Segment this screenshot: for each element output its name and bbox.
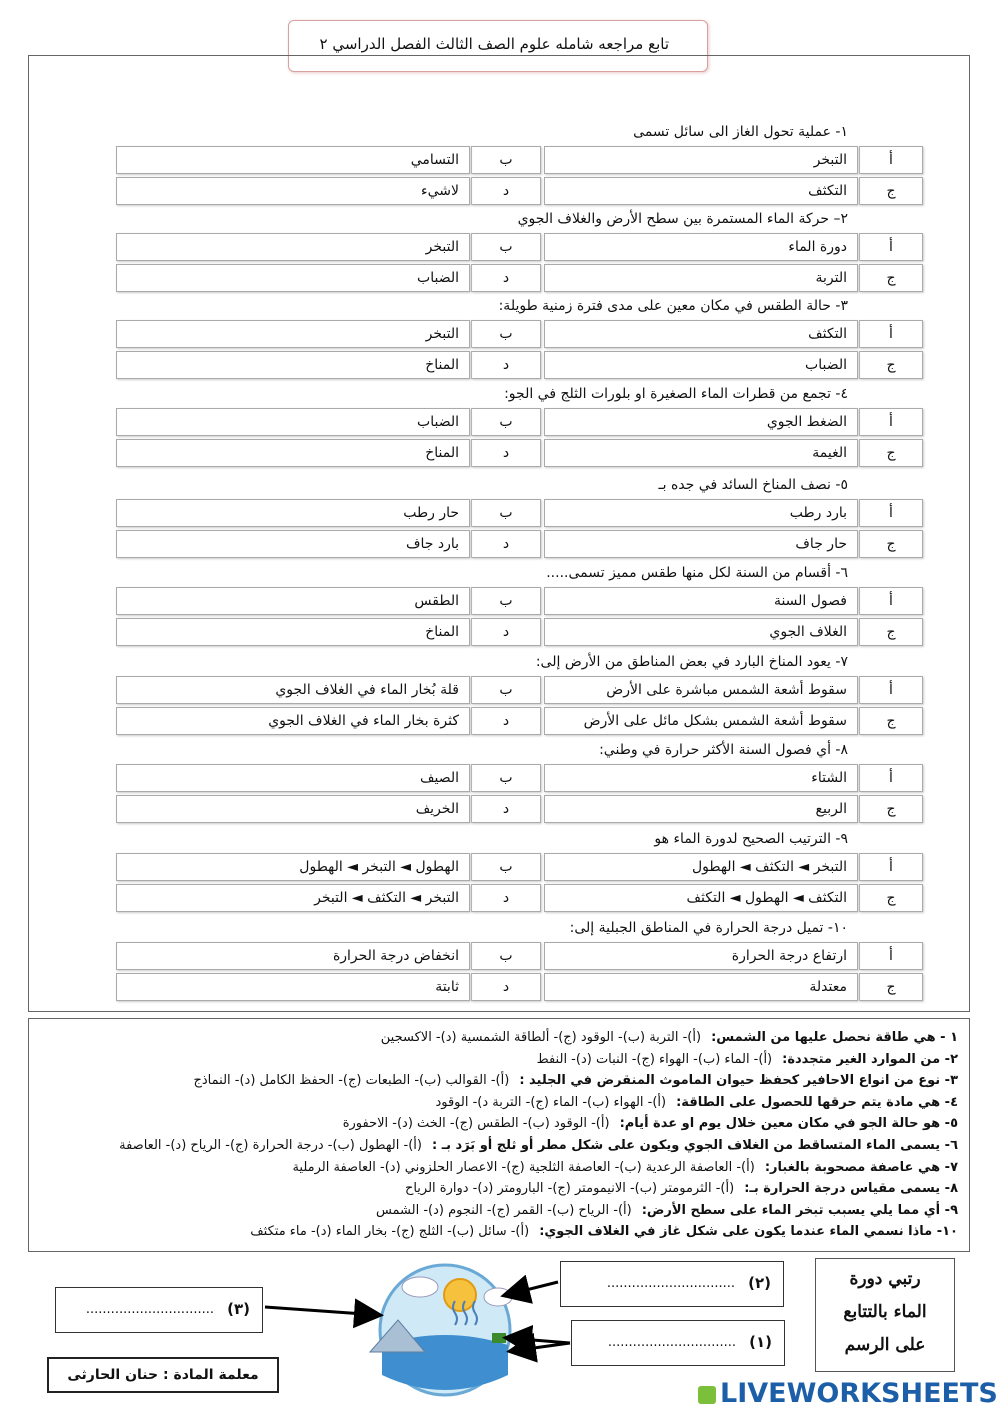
options-row xyxy=(116,233,924,261)
option-a-text: دورة الماء xyxy=(788,239,847,255)
mcq-item xyxy=(343,1116,958,1131)
option-a-text: التكثف xyxy=(808,326,847,342)
water-cycle-diagram xyxy=(260,1255,580,1415)
options-row xyxy=(116,264,924,292)
option-c-text: الغلاف الجوي xyxy=(769,624,847,640)
logo-icon xyxy=(698,1386,716,1404)
option-letter-c: ج xyxy=(859,795,923,823)
option-letter-c: ج xyxy=(859,618,923,646)
option-d-text: الضباب xyxy=(417,270,459,286)
option-b[interactable] xyxy=(116,853,470,881)
options-row xyxy=(116,408,924,436)
option-letter-b: ب xyxy=(471,676,541,704)
mcq-item xyxy=(376,1203,958,1218)
option-c[interactable] xyxy=(544,707,858,735)
option-d-text: الخريف xyxy=(415,801,459,817)
options-row xyxy=(116,439,924,467)
option-d-text: لاشيء xyxy=(421,183,459,199)
option-b-text: قلة بُخار الماء في الغلاف الجوي xyxy=(275,682,459,698)
options-grid xyxy=(116,764,924,826)
cloud-icon xyxy=(402,1277,438,1297)
option-letter-b: ب xyxy=(471,146,541,174)
option-letter-a: أ xyxy=(859,320,923,348)
answer-box-1-label: (١) xyxy=(749,1333,772,1351)
question-text: ٢– حركة الماء المستمرة بين سطح الأرض والغلاف الجوي xyxy=(517,211,848,227)
option-c-text: سقوط أشعة الشمس بشكل مائل على الأرض xyxy=(583,713,847,729)
options-row xyxy=(116,618,924,646)
mcq-question: ٦- يسمى الماء المتساقط من الغلاف الجوي ويكون على شكل مطر أو ثلج أو بَرَد بـ : xyxy=(431,1138,958,1153)
option-c-text: التكثف ◄ الهطول ◄ التكثف xyxy=(686,890,847,906)
answer-box-1[interactable] xyxy=(571,1320,785,1366)
option-b[interactable] xyxy=(116,320,470,348)
question-text: ٤- تجمع من قطرات الماء الصغيرة او بلورات الثلج في الجو: xyxy=(504,386,848,402)
option-letter-d: د xyxy=(471,177,541,205)
mcq-item xyxy=(537,1052,958,1067)
option-c[interactable] xyxy=(544,530,858,558)
options-grid xyxy=(116,408,924,470)
option-a[interactable] xyxy=(544,676,858,704)
option-d[interactable] xyxy=(116,707,470,735)
options-grid xyxy=(116,499,924,561)
tree-icon xyxy=(492,1333,506,1343)
cloud-icon-2 xyxy=(484,1288,512,1306)
options-row xyxy=(116,707,924,735)
options-row xyxy=(116,351,924,379)
option-b-text: الطقس xyxy=(414,593,459,609)
mcq-question: ١ - هي طاقة نحصل عليها من الشمس: xyxy=(711,1030,958,1045)
option-b[interactable] xyxy=(116,587,470,615)
options-grid xyxy=(116,853,924,915)
options-grid xyxy=(116,320,924,382)
option-letter-c: ج xyxy=(859,973,923,1001)
option-c[interactable] xyxy=(544,884,858,912)
option-letter-a: أ xyxy=(859,499,923,527)
answer-box-2[interactable] xyxy=(560,1261,784,1307)
option-d[interactable] xyxy=(116,973,470,1001)
question-text: ٨- أي فصول السنة الأكثر حرارة في وطني: xyxy=(599,742,848,758)
option-c[interactable] xyxy=(544,264,858,292)
option-b-text: التبخر xyxy=(425,326,459,342)
option-letter-b: ب xyxy=(471,408,541,436)
arrow-3 xyxy=(265,1307,378,1315)
option-letter-c: ج xyxy=(859,884,923,912)
sun-icon xyxy=(444,1279,476,1311)
option-d[interactable] xyxy=(116,884,470,912)
mcq-options[interactable]: (أ)- الوقود (ب)- الطقس (ج)- الخث (د)- الاحفورة xyxy=(342,1116,610,1132)
option-letter-d: د xyxy=(471,707,541,735)
option-letter-b: ب xyxy=(471,233,541,261)
options-grid xyxy=(116,146,924,208)
option-letter-c: ج xyxy=(859,351,923,379)
option-a[interactable] xyxy=(544,408,858,436)
question-text: ٦- أقسام من السنة لكل منها طقس مميز تسمى..... xyxy=(546,565,848,581)
option-letter-a: أ xyxy=(859,942,923,970)
option-b-text: انخفاض درجة الحرارة xyxy=(332,948,459,964)
option-a-text: ارتفاع درجة الحرارة xyxy=(731,948,847,964)
option-letter-b: ب xyxy=(471,942,541,970)
option-letter-d: د xyxy=(471,530,541,558)
option-a[interactable] xyxy=(544,764,858,792)
option-b-text: حار رطب xyxy=(403,505,459,521)
mcq-question: ٣- نوع من انواع الاحافير كحفظ حيوان الماموث المنقرض في الجليد : xyxy=(519,1073,958,1089)
question-text: ١٠- تميل درجة الحرارة في المناطق الجبلية إلى: xyxy=(569,920,848,936)
option-c[interactable] xyxy=(544,973,858,1001)
option-letter-c: ج xyxy=(859,177,923,205)
option-letter-a: أ xyxy=(859,408,923,436)
logo-text: LIVEWORKSHEETS xyxy=(720,1378,998,1409)
arrow-2 xyxy=(506,1282,558,1295)
mcq-item xyxy=(381,1030,958,1045)
option-a-text: التبخر xyxy=(813,152,847,168)
instruction-line-2: الماء بالتتابع xyxy=(843,1302,927,1322)
option-d[interactable] xyxy=(116,618,470,646)
mcq-options[interactable]: (أ)- العاصفة الرعدية (ب)- العاصفة الثلجية (ج)- الاعصار الحلزوني (د)- العاصفة الرملية xyxy=(292,1159,755,1175)
option-letter-b: ب xyxy=(471,499,541,527)
options-row xyxy=(116,530,924,558)
options-row xyxy=(116,973,924,1001)
option-letter-a: أ xyxy=(859,764,923,792)
option-c-text: التربة xyxy=(815,270,847,286)
option-letter-c: ج xyxy=(859,530,923,558)
option-letter-b: ب xyxy=(471,320,541,348)
options-row xyxy=(116,853,924,881)
option-d-text: كثرة بخار الماء في الغلاف الجوي xyxy=(268,713,459,729)
mcq-options[interactable]: (أ)- الهواء (ب)- الماء (ج)- التربة د)- الوقود xyxy=(435,1094,667,1110)
option-d[interactable] xyxy=(116,177,470,205)
mcq-question: ٨- يسمى مقياس درجة الحرارة بـ: xyxy=(744,1181,958,1197)
option-letter-d: د xyxy=(471,351,541,379)
option-c[interactable] xyxy=(544,177,858,205)
question-text: ٧- يعود المناخ البارد في بعض المناطق من الأرض إلى: xyxy=(535,654,848,670)
options-row xyxy=(116,764,924,792)
answer-box-2-dots: ............................... xyxy=(606,1276,735,1291)
option-letter-d: د xyxy=(471,264,541,292)
options-row xyxy=(116,499,924,527)
option-b-text: التسامي xyxy=(410,152,459,168)
options-grid xyxy=(116,587,924,649)
option-letter-a: أ xyxy=(859,853,923,881)
option-b[interactable] xyxy=(116,233,470,261)
arrow-1b xyxy=(512,1343,570,1351)
option-d[interactable] xyxy=(116,795,470,823)
option-c-text: الضباب xyxy=(805,357,847,373)
option-d-text: المناخ xyxy=(425,357,459,373)
question-text: ٣- حالة الطقس في مكان معين على مدى فترة زمنية طويلة: xyxy=(498,298,848,314)
options-grid xyxy=(116,676,924,738)
mcq-question: ٧- هي عاصفة مصحوبة بالغبار: xyxy=(764,1159,958,1175)
diagram-instruction xyxy=(815,1258,955,1372)
options-row xyxy=(116,676,924,704)
question-text: ٩- الترتيب الصحيح لدورة الماء هو xyxy=(654,831,848,847)
option-d-text: المناخ xyxy=(425,445,459,461)
mcq-item xyxy=(194,1073,959,1088)
header-title: تابع مراجعه شامله علوم الصف الثالث الفصل الدراسي ٢ xyxy=(319,35,669,53)
option-letter-b: ب xyxy=(471,853,541,881)
option-a[interactable] xyxy=(544,587,858,615)
options-row xyxy=(116,587,924,615)
mcq-options[interactable]: (أ)- القوالب (ب)- الطبعات (ج)- الحفظ الكامل (د)- النماذج xyxy=(193,1073,510,1089)
option-letter-c: ج xyxy=(859,264,923,292)
answer-box-2-label: (٢) xyxy=(748,1274,771,1292)
mcq-question: ٢- من الموارد الغير متجددة: xyxy=(782,1051,958,1067)
answer-box-3-label: (٣) xyxy=(227,1300,250,1318)
option-d[interactable] xyxy=(116,530,470,558)
mcq-question: ٤- هي مادة يتم حرقها للحصول على الطاقة: xyxy=(676,1094,958,1110)
mcq-question: ٩- أي مما يلي يسبب تبخر الماء على سطح الأرض: xyxy=(641,1202,958,1218)
teacher-name: معلمة المادة : حنان الحارثى xyxy=(47,1357,279,1393)
answer-box-3-dots: ............................... xyxy=(85,1302,214,1317)
option-b-text: التبخر xyxy=(425,239,459,255)
option-letter-a: أ xyxy=(859,676,923,704)
arrow-1a xyxy=(508,1338,570,1343)
option-a[interactable] xyxy=(544,942,858,970)
mcq-question: ١٠- ماذا نسمي الماء عندما يكون على شكل غاز في الغلاف الجوي: xyxy=(539,1224,958,1240)
question-text: ٥- نصف المناخ السائد في جده بـ xyxy=(658,477,848,493)
option-a-text: فصول السنة xyxy=(773,593,847,609)
option-a-text: بارد رطب xyxy=(789,505,847,521)
option-b[interactable] xyxy=(116,499,470,527)
option-letter-b: ب xyxy=(471,764,541,792)
mcq-item xyxy=(405,1181,958,1196)
option-a-text: الضغط الجوي xyxy=(766,414,847,430)
option-b-text: الصيف xyxy=(419,770,459,786)
options-row xyxy=(116,884,924,912)
option-letter-a: أ xyxy=(859,146,923,174)
options-row xyxy=(116,942,924,970)
option-b[interactable] xyxy=(116,146,470,174)
option-letter-d: د xyxy=(471,439,541,467)
answer-box-1-dots: ............................... xyxy=(607,1335,736,1350)
option-b-text: الضباب xyxy=(417,414,459,430)
option-b[interactable] xyxy=(116,942,470,970)
liveworksheets-logo[interactable] xyxy=(698,1378,998,1409)
answer-box-3[interactable] xyxy=(55,1287,263,1333)
option-letter-b: ب xyxy=(471,587,541,615)
option-letter-a: أ xyxy=(859,587,923,615)
option-c-text: الغيمة xyxy=(812,445,847,461)
option-d-text: التبخر ◄ التكثف ◄ التبخر xyxy=(314,890,459,906)
option-d[interactable] xyxy=(116,351,470,379)
mcq-item xyxy=(250,1224,958,1239)
mcq-options[interactable]: (أ)- الرياح (ب)- القمر (ج)- النجوم (د)- الشمس xyxy=(375,1202,632,1218)
option-a[interactable] xyxy=(544,146,858,174)
option-b[interactable] xyxy=(116,408,470,436)
option-a-text: سقوط أشعة الشمس مباشرة على الأرض xyxy=(606,682,847,698)
instruction-line-3: على الرسم xyxy=(844,1335,926,1355)
options-grid xyxy=(116,942,924,1004)
options-grid xyxy=(116,233,924,295)
options-row xyxy=(116,320,924,348)
option-letter-d: د xyxy=(471,884,541,912)
mcq-options[interactable]: (أ)- الماء (ب)- الهواء (ج)- النبات (د)- النفط xyxy=(536,1051,773,1067)
option-c-text: معتدلة xyxy=(809,979,847,995)
options-row xyxy=(116,177,924,205)
option-c-text: التكثف xyxy=(808,183,847,199)
option-b[interactable] xyxy=(116,676,470,704)
option-d[interactable] xyxy=(116,439,470,467)
option-c[interactable] xyxy=(544,439,858,467)
question-text: ١- عملية تحول الغاز الى سائل تسمى xyxy=(633,124,848,140)
mcq-item xyxy=(435,1095,958,1110)
option-letter-c: ج xyxy=(859,707,923,735)
option-c[interactable] xyxy=(544,351,858,379)
option-a[interactable] xyxy=(544,499,858,527)
mcq-item xyxy=(119,1138,958,1153)
option-c[interactable] xyxy=(544,795,858,823)
option-letter-c: ج xyxy=(859,439,923,467)
option-c-text: الربيع xyxy=(815,801,847,817)
mcq-options[interactable]: (أ)- الهطول (ب)- درجة الحرارة (ج)- الرياح (د)- العاصفة xyxy=(119,1138,422,1153)
mcq-options[interactable]: (أ)- الثرمومتر (ب)- الانيمومتر (ج)- البارومتر (د)- دوارة الرياح xyxy=(404,1181,735,1197)
option-letter-d: د xyxy=(471,618,541,646)
option-a-text: الشتاء xyxy=(811,770,847,786)
mcq-question: ٥- هو حالة الجو في مكان معين خلال يوم او عدة أيام: xyxy=(619,1116,958,1132)
option-b[interactable] xyxy=(116,764,470,792)
option-letter-a: أ xyxy=(859,233,923,261)
option-a[interactable] xyxy=(544,320,858,348)
option-letter-d: د xyxy=(471,795,541,823)
options-row xyxy=(116,795,924,823)
option-d-text: المناخ xyxy=(425,624,459,640)
option-letter-d: د xyxy=(471,973,541,1001)
instruction-line-1: رتبي دورة xyxy=(849,1269,921,1289)
mcq-options[interactable]: (أ)- سائل (ب)- الثلج (ج)- بخار الماء (د)- ماء متكثف xyxy=(250,1224,530,1240)
option-c[interactable] xyxy=(544,618,858,646)
option-c-text: حار جاف xyxy=(795,536,847,552)
option-d-text: ثابتة xyxy=(435,979,459,995)
options-row xyxy=(116,146,924,174)
option-a[interactable] xyxy=(544,233,858,261)
option-a[interactable] xyxy=(544,853,858,881)
mcq-options[interactable]: (أ)- التربة (ب)- الوقود (ج)- ألطاقة الشمسية (د)- الاكسجين xyxy=(380,1030,702,1045)
option-b-text: الهطول ◄ التبخر ◄ الهطول xyxy=(299,859,459,875)
option-d-text: بارد جاف xyxy=(405,536,459,552)
option-a-text: التبخر ◄ التكثف ◄ الهطول xyxy=(691,859,847,875)
mcq-item xyxy=(292,1160,958,1175)
option-d[interactable] xyxy=(116,264,470,292)
